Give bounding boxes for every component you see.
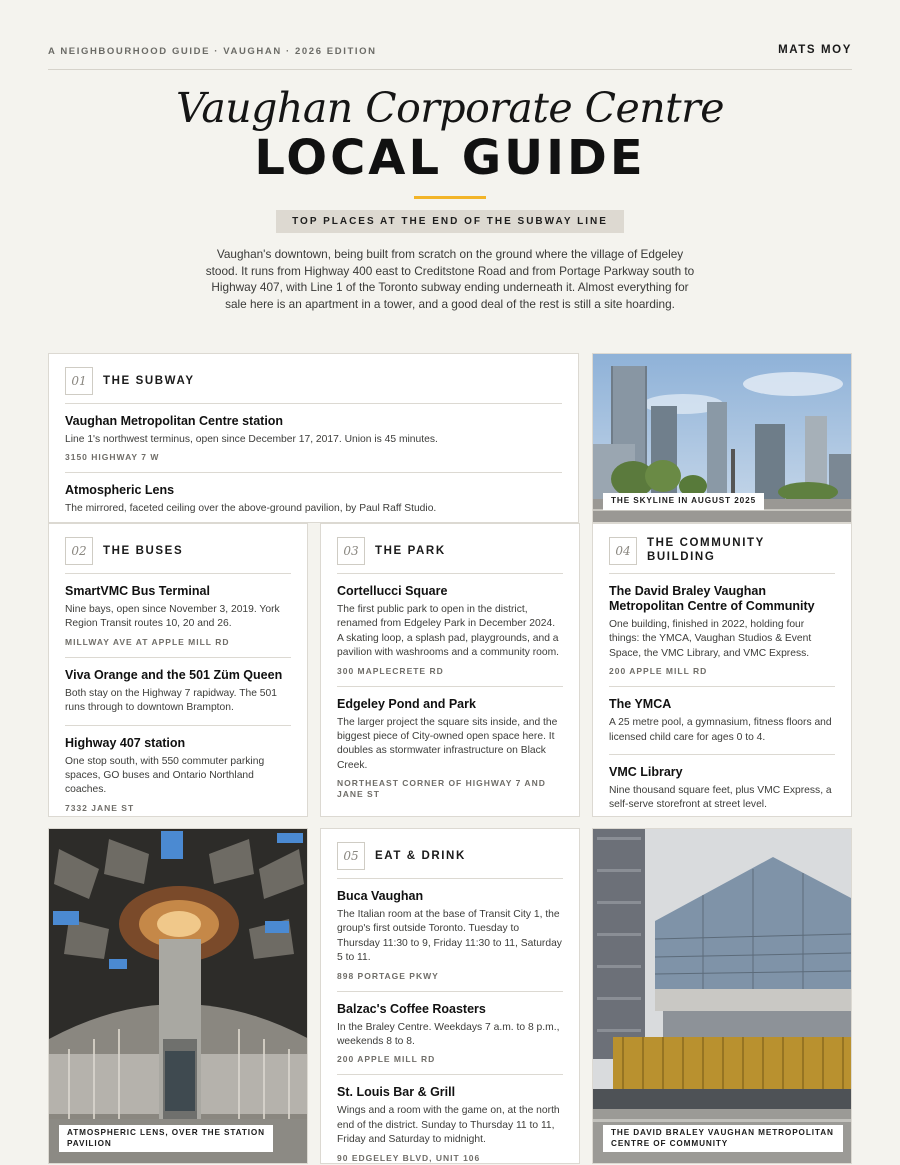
photo-caption: ATMOSPHERIC LENS, OVER THE STATION PAVILION <box>59 1125 273 1152</box>
photo-caption: THE SKYLINE IN AUGUST 2025 <box>603 493 764 510</box>
section-community <box>592 523 852 817</box>
place-name: The David Braley Vaughan Metropolitan Centre of Community <box>609 584 815 613</box>
place-address: 898 PORTAGE PKWY <box>337 970 439 981</box>
list-item <box>65 658 291 726</box>
place-name: Vaughan Metropolitan Centre station <box>65 414 284 428</box>
place-description: Both stay on the Highway 7 rapidway. The 501 runs through to downtown Brampton. <box>65 687 277 714</box>
section-number: 01 <box>65 367 93 395</box>
list-item <box>65 473 562 525</box>
photo-caption: THE DAVID BRALEY VAUGHAN METROPOLITAN CENTRE OF COMMUNITY <box>603 1125 843 1152</box>
place-description: The larger project the square sits inside, and the biggest piece of City-owned open space here. It doubles as stormwater infrastructure on Black Creek. <box>337 716 558 771</box>
place-address: NORTHEAST CORNER OF HIGHWAY 7 AND JANE ST <box>337 778 546 800</box>
section-header <box>337 829 563 879</box>
place-description: The mirrored, faceted ceiling over the above-ground pavilion, by Paul Raff Studio. <box>65 503 437 515</box>
place-name: Edgeley Pond and Park <box>337 696 476 711</box>
section-title-line: THE COMMUNITY <box>647 537 765 549</box>
section-header <box>337 524 563 574</box>
section-header <box>65 524 291 574</box>
section-header <box>65 354 562 404</box>
list-item <box>337 992 563 1076</box>
section-number: 03 <box>337 537 365 565</box>
place-description: In the Braley Centre. Weekdays 7 a.m. to 8 p.m., weekends 8 to 8. <box>337 1021 560 1048</box>
section-subway <box>48 353 579 523</box>
section-title: EAT & DRINK <box>375 850 466 862</box>
section-title: THE PARK <box>375 545 446 557</box>
section-title-line: BUILDING <box>647 551 716 563</box>
section-buses <box>48 523 308 817</box>
list-item <box>65 726 291 823</box>
section-header <box>609 524 835 574</box>
section-title <box>647 536 765 564</box>
place-address: 200 APPLE MILL RD <box>609 666 708 677</box>
list-item <box>337 574 563 687</box>
place-address: 90 EDGELEY BLVD, UNIT 106 <box>337 1152 481 1163</box>
page-title-script: Vaughan Corporate Centre <box>175 84 724 132</box>
tagline-badge: TOP PLACES AT THE END OF THE SUBWAY LINE <box>276 210 624 233</box>
place-address: 3150 HIGHWAY 7 W <box>65 452 160 463</box>
place-name: Cortellucci Square <box>337 584 448 598</box>
place-name: SmartVMC Bus Terminal <box>65 584 210 598</box>
station-interior-illustration <box>49 829 308 1164</box>
place-address: 7332 JANE ST <box>65 802 135 813</box>
section-title: THE BUSES <box>103 545 184 557</box>
section-park <box>320 523 580 817</box>
list-item <box>337 1075 563 1165</box>
place-name: Balzac's Coffee Roasters <box>337 1001 486 1016</box>
list-item <box>337 687 563 810</box>
section-number: 05 <box>337 842 365 870</box>
photo-atmospheric-lens <box>48 828 308 1164</box>
place-description: One stop south, with 550 commuter parking spaces, GO buses and Ontario Northland coaches. <box>65 755 265 796</box>
place-name: Buca Vaughan <box>337 889 424 903</box>
intro-paragraph: Vaughan's downtown, being built from scratch on the ground where the village of Edgeley stood. It runs from Highway 400 east to Creditstone Road and from Portage Parkway south to Highway 407, with Line 1 of the Toronto subway ending underneath it. Almost everything for sale here is an apartment in a tower, and a good deal of the rest is still a site hoarding. <box>205 247 695 311</box>
section-number: 04 <box>609 537 637 565</box>
list-item <box>65 574 291 658</box>
author-name: MATS MOY <box>778 44 852 56</box>
place-description: The first public park to open in the district, renamed from Edgeley Park in December 2024. A skating loop, a splash pad, playgrounds, and a pavilion with washrooms and a community room. <box>337 604 560 659</box>
place-description: One building, finished in 2022, holding four things: the YMCA, Vaughan Studios & Event Space, the VMC Library, and VMC Express. <box>609 619 812 659</box>
section-title: THE SUBWAY <box>103 375 195 387</box>
section-eat-drink <box>320 828 580 1164</box>
edition-kicker: A NEIGHBOURHOOD GUIDE · VAUGHAN · 2026 EDITION <box>48 46 377 57</box>
place-description: Nine thousand square feet, plus VMC Express, a self-serve storefront at street level. <box>609 785 832 811</box>
place-description: Wings and a room with the game on, at the north end of the district. Sunday to Thursday 11 to 11, Friday and Saturday to midnight. <box>337 1105 560 1146</box>
place-name: The YMCA <box>609 697 672 712</box>
photo-braley-centre <box>592 828 852 1164</box>
page-title-main: LOCAL GUIDE <box>254 130 646 186</box>
list-item <box>609 574 835 687</box>
place-description: Line 1's northwest terminus, open since December 17, 2017. Union is 45 minutes. <box>65 434 438 445</box>
list-item <box>609 687 835 755</box>
section-number: 02 <box>65 537 93 565</box>
community-building-illustration <box>593 829 852 1164</box>
top-bar <box>48 44 852 70</box>
place-name: Viva Orange and the 501 Züm Queen <box>65 667 283 682</box>
list-item <box>609 755 835 822</box>
list-item <box>65 404 562 473</box>
place-description: Nine bays, open since November 3, 2019. York Region Transit routes 10, 20 and 26. <box>65 604 280 630</box>
photo-skyline <box>592 353 852 523</box>
place-name: Highway 407 station <box>65 735 186 750</box>
place-description: A 25 metre pool, a gymnasium, fitness floors and licensed child care for ages 0 to 4. <box>609 717 832 743</box>
place-name: VMC Library <box>609 765 683 780</box>
place-address: MILLWAY AVE AT APPLE MILL RD <box>65 636 230 647</box>
place-name: Atmospheric Lens <box>65 483 175 498</box>
title-accent-rule <box>414 196 486 199</box>
place-name: St. Louis Bar & Grill <box>337 1085 456 1100</box>
place-address: 200 APPLE MILL RD <box>337 1054 436 1065</box>
place-description: The Italian room at the base of Transit City 1, the group's first outside Toronto. Tuesday to Thursday 11:30 to 9, Friday 11:30 to 11, Saturday 5 to 11. <box>337 909 562 964</box>
list-item <box>337 879 563 992</box>
place-address: 300 MAPLECRETE RD <box>337 665 444 676</box>
